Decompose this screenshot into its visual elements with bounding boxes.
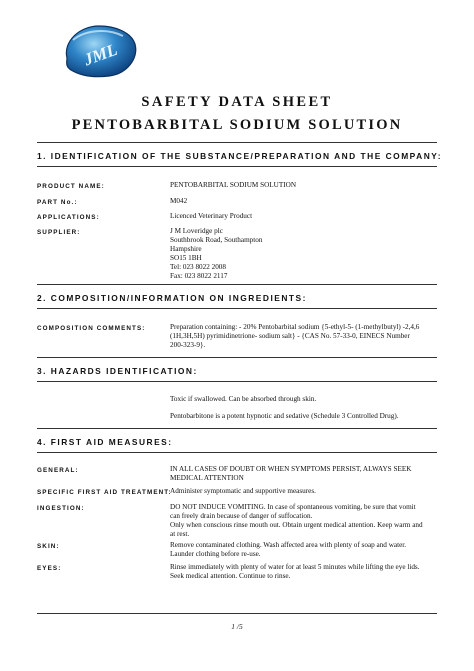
section-heading-identification: 1. IDENTIFICATION OF THE SUBSTANCE/PREPARATION AND THE COMPANY:	[37, 151, 442, 161]
specific-treatment-label: SPECIFIC FIRST AID TREATMENT:	[37, 489, 172, 496]
supplier-line: Southbrook Road, Southampton	[170, 236, 263, 244]
ingestion-label: INGESTION:	[37, 505, 85, 512]
applications-label: APPLICATIONS:	[37, 214, 100, 221]
general-line: IN ALL CASES OF DOUBT OR WHEN SYMPTOMS PERSIST, ALWAYS SEEK	[170, 465, 412, 473]
company-logo	[57, 18, 141, 84]
composition-line: 200-323-9}.	[170, 341, 206, 349]
ingestion-text	[170, 503, 440, 539]
ingestion-line: can freely drain because of danger of suffocation.	[170, 512, 313, 520]
footer-divider	[37, 613, 437, 614]
section-heading-hazards: 3. HAZARDS IDENTIFICATION:	[37, 366, 198, 376]
section-heading-first-aid: 4. FIRST AID MEASURES:	[37, 437, 173, 447]
supplier-label: SUPPLIER:	[37, 229, 81, 236]
composition-text	[170, 323, 440, 350]
general-label: GENERAL:	[37, 467, 79, 474]
section-heading-composition: 2. COMPOSITION/INFORMATION ON INGREDIENTS:	[37, 293, 307, 303]
product-name-value: PENTOBARBITAL SODIUM SOLUTION	[170, 181, 297, 189]
composition-line: Preparation containing: - 20% Pentobarbital sodium {5-ethyl-5- (1-methylbutyl) -2,4,6	[170, 323, 420, 331]
document-title: SAFETY DATA SHEET	[141, 94, 333, 110]
svg-text:JML: JML	[81, 39, 120, 70]
divider	[37, 142, 437, 143]
general-text	[170, 465, 440, 483]
divider	[37, 284, 437, 285]
eyes-line: Seek medical attention. Continue to rinse.	[170, 572, 291, 580]
divider	[37, 428, 437, 429]
eyes-line: Rinse immediately with plenty of water for at least 5 minutes while lifting the eye lids.	[170, 563, 420, 571]
part-no-value: M042	[170, 197, 188, 205]
ingestion-line: at rest.	[170, 530, 190, 538]
skin-label: SKIN:	[37, 543, 60, 550]
supplier-line: SO15 1BH	[170, 254, 202, 262]
supplier-line: J M Loveridge plc	[170, 227, 223, 235]
supplier-line: Fax: 023 8022 2117	[170, 272, 228, 280]
applications-value: Licenced Veterinary Product	[170, 212, 253, 220]
supplier-line: Tel: 023 8022 2008	[170, 263, 226, 271]
skin-line: Remove contaminated clothing. Wash affected area with plenty of soap and water.	[170, 541, 407, 549]
divider	[37, 452, 437, 453]
skin-text	[170, 541, 440, 559]
hazard-statement: Toxic if swallowed. Can be absorbed through skin.	[170, 395, 317, 403]
composition-line: (1H,3H,5H) pyrimidinetrione- sodium salt} - {CAS No. 57-33-0, EINECS Number	[170, 332, 410, 340]
supplier-address	[170, 227, 440, 281]
divider	[37, 357, 437, 358]
divider	[37, 308, 437, 309]
ingestion-line: Only when conscious rinse mouth out. Obtain urgent medical attention. Keep warm and	[170, 521, 423, 529]
general-line: MEDICAL ATTENTION	[170, 474, 244, 482]
composition-label: COMPOSITION COMMENTS:	[37, 325, 146, 332]
ingestion-line: DO NOT INDUCE VOMITING. In case of spontaneous vomiting, be sure that vomit	[170, 503, 416, 511]
product-title: PENTOBARBITAL SODIUM SOLUTION	[71, 117, 403, 133]
eyes-label: EYES:	[37, 565, 62, 572]
specific-treatment-text: Administer symptomatic and supportive measures.	[170, 487, 316, 495]
supplier-line: Hampshire	[170, 245, 202, 253]
part-no-label: PART No.:	[37, 199, 78, 206]
eyes-text	[170, 563, 440, 581]
divider	[37, 381, 437, 382]
divider	[37, 166, 437, 167]
skin-line: Launder clothing before re-use.	[170, 550, 261, 558]
hazard-statement: Pentobarbitone is a potent hypnotic and sedative (Schedule 3 Controlled Drug).	[170, 412, 399, 420]
product-name-label: PRODUCT NAME:	[37, 183, 105, 190]
page-number: 1 /5	[231, 622, 243, 631]
